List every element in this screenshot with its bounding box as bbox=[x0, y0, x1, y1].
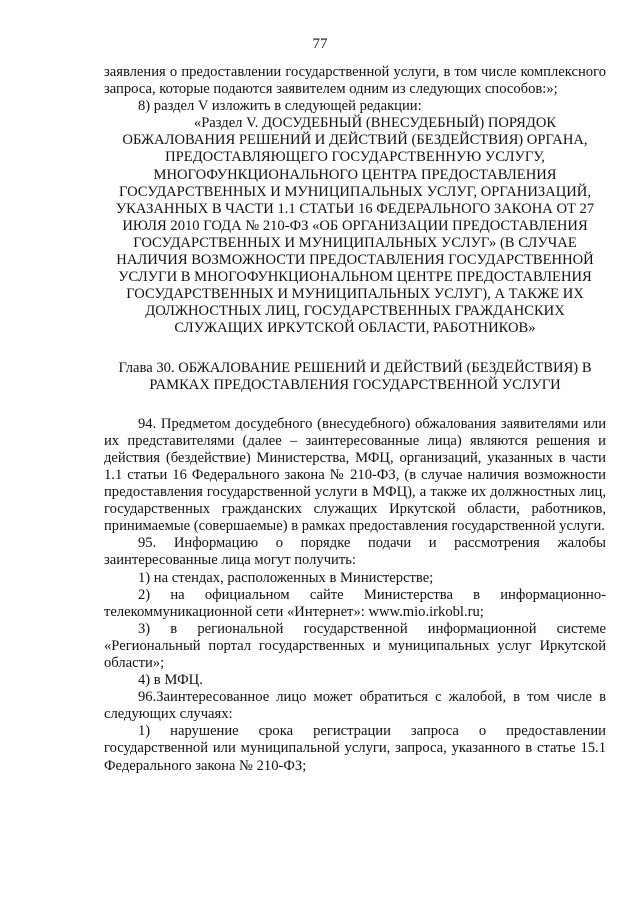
paragraph-95-item-3: 3) в региональной государственной информационной системе «Региональный портал государственных и муниципальных услуг Иркутской области»; bbox=[104, 620, 606, 671]
section-heading-line1: «Раздел V. ДОСУДЕБНЫЙ (ВНЕСУДЕБНЫЙ) ПОРЯДОК bbox=[193, 115, 557, 132]
paragraph-95-item-4: 4) в МФЦ. bbox=[138, 672, 203, 689]
section-heading-rest: ОБЖАЛОВАНИЯ РЕШЕНИЙ И ДЕЙСТВИЙ (БЕЗДЕЙСТВИЯ) ОРГАНА, ПРЕДОСТАВЛЯЮЩЕГО ГОСУДАРСТВЕННУЮ УСЛУГУ, МНОГОФУНКЦИОНАЛЬНОГО ЦЕНТРА ПРЕДОСТАВЛЕНИЯ ГОСУДАРСТВЕННЫХ И МУНИЦИПАЛЬНЫХ УСЛУГ, ОРГАНИЗАЦИЙ, УКАЗАННЫХ В ЧАСТИ 1.1 СТАТЬИ 16 ФЕДЕРАЛЬНОГО ЗАКОНА ОТ 27 ИЮЛЯ 2010 ГОДА № 210-ФЗ «ОБ ОРГАНИЗАЦИИ ПРЕДОСТАВЛЕНИЯ ГОСУДАРСТВЕННЫХ И МУНИЦИПАЛЬНЫХ УСЛУГ» (В СЛУЧАЕ НАЛИЧИЯ ВОЗМОЖНОСТИ ПРЕДОСТАВЛЕНИЯ ГОСУДАРСТВЕННОЙ УСЛУГИ В МНОГОФУНКЦИОНАЛЬНОМ ЦЕНТРЕ ПРЕДОСТАВЛЕНИЯ ГОСУДАРСТВЕННЫХ И МУНИЦИПАЛЬНЫХ УСЛУГ), А ТАКЖЕ ИХ ДОЛЖНОСТНЫХ ЛИЦ, ГОСУДАРСТВЕННЫХ ГРАЖДАНСКИХ СЛУЖАЩИХ ИРКУТСКОЙ ОБЛАСТИ, РАБОТНИКОВ» bbox=[115, 132, 595, 337]
document-body bbox=[104, 64, 606, 775]
paragraph-96-item-1: 1) нарушение срока регистрации запроса о предоставлении государственной или муниципальной услуги, запроса, указанного в статье 15.1 Федерального закона № 210-ФЗ; bbox=[104, 723, 606, 774]
paragraph-96: 96.Заинтересованное лицо может обратиться с жалобой, в том числе в следующих случаях: bbox=[104, 689, 606, 723]
paragraph-95-item-1: 1) на стендах, расположенных в Министерстве; bbox=[138, 569, 434, 586]
chapter-heading: Глава 30. ОБЖАЛОВАНИЕ РЕШЕНИЙ И ДЕЙСТВИЙ (БЕЗДЕЙСТВИЯ) В РАМКАХ ПРЕДОСТАВЛЕНИЯ ГОСУДАРСТВЕННОЙ УСЛУГИ bbox=[118, 359, 592, 393]
paragraph-95-item-2: 2) на официальном сайте Министерства в информационно-телекоммуникационной сети «Интернет»: www.mio.irkobl.ru; bbox=[104, 586, 606, 620]
paragraph-95: 95. Информацию о порядке подачи и рассмотрения жалобы заинтересованные лица могут получить: bbox=[104, 535, 606, 569]
intro-paragraph: заявления о предоставлении государственной услуги, в том числе комплексного запроса, которые подаются заявителем одним из следующих способов:»; bbox=[104, 64, 606, 98]
item-8: 8) раздел V изложить в следующей редакции: bbox=[138, 98, 422, 115]
page-number: 77 bbox=[312, 36, 328, 52]
paragraph-94: 94. Предметом досудебного (внесудебного) обжалования заявителями или их представителями (далее – заинтересованные лица) являются решения и действия (бездействие) Министерства, МФЦ, организаций, указанных в части 1.1 статьи 16 Федерального закона № 210-ФЗ, (в случае наличия возможности предоставления государственной услуги в МФЦ), а также их должностных лиц, государственных гражданских служащих Иркутской области, работников, принимаемые (совершаемые) в рамках предоставления государственной услуги. bbox=[104, 415, 606, 535]
section-heading bbox=[104, 115, 606, 337]
